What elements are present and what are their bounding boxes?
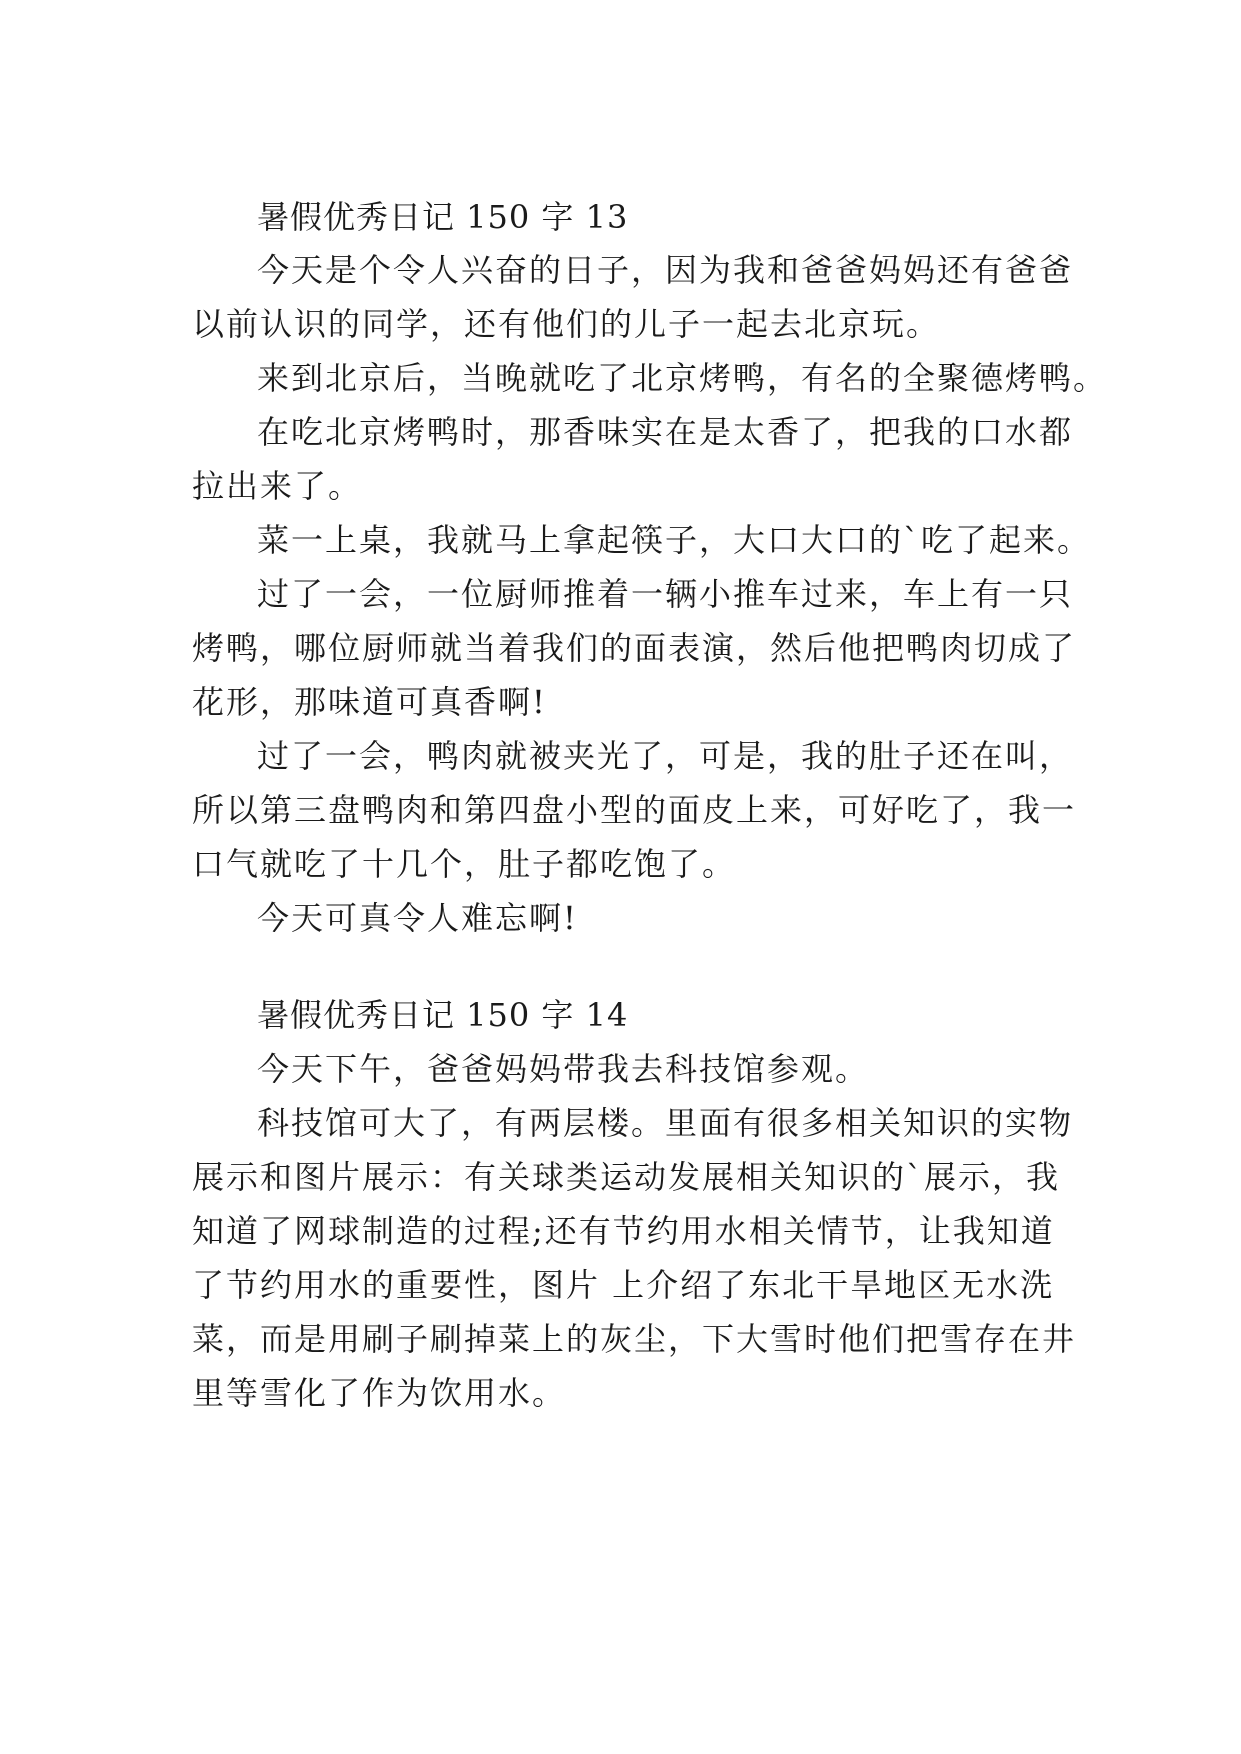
- entry-14-paragraph-1-line-1: 今天下午，爸爸妈妈带我去科技馆参观。: [257, 1050, 870, 1088]
- entry-13-paragraph-1-line-2: 以前认识的同学，还有他们的儿子一起去北京玩。: [192, 305, 941, 343]
- entry-14-paragraph-2-line-1: 科技馆可大了，有两层楼。里面有很多相关知识的实物: [257, 1104, 1074, 1142]
- entry-13-title: 暑假优秀日记 150 字 13: [257, 198, 629, 236]
- entry-14-paragraph-2-line-5: 菜，而是用刷子刷掉菜上的灰尘，下大雪时他们把雪存在井: [192, 1320, 1077, 1358]
- entry-13-paragraph-6-line-3: 口气就吃了十几个，肚子都吃饱了。: [192, 845, 737, 883]
- entry-13-paragraph-6-line-2: 所以第三盘鸭肉和第四盘小型的面皮上来，可好吃了，我一: [192, 791, 1077, 829]
- entry-13-paragraph-5-line-2: 烤鸭，哪位厨师就当着我们的面表演，然后他把鸭肉切成了: [192, 629, 1077, 667]
- entry-13-paragraph-3-line-2: 拉出来了。: [192, 467, 363, 505]
- entry-14-paragraph-2-line-4: 了节约用水的重要性，图片 上介绍了东北干旱地区无水洗: [192, 1266, 1055, 1304]
- entry-13-paragraph-6-line-1: 过了一会，鸭肉就被夹光了，可是，我的肚子还在叫，: [257, 737, 1074, 775]
- entry-14-paragraph-2-line-2: 展示和图片展示：有关球类运动发展相关知识的`展示，我: [192, 1158, 1061, 1196]
- entry-13-paragraph-5-line-3: 花形，那味道可真香啊!: [192, 683, 547, 721]
- entry-14-paragraph-2-line-6: 里等雪化了作为饮用水。: [192, 1374, 567, 1412]
- entry-13-paragraph-3-line-1: 在吃北京烤鸭时，那香味实在是太香了，把我的口水都: [257, 413, 1074, 451]
- entry-13-paragraph-2-line-1: 来到北京后，当晚就吃了北京烤鸭，有名的全聚德烤鸭。: [257, 359, 1108, 397]
- entry-13-paragraph-4-line-1: 菜一上桌，我就马上拿起筷子，大口大口的`吃了起来。: [257, 521, 1092, 559]
- entry-14-title: 暑假优秀日记 150 字 14: [257, 996, 629, 1034]
- entry-13-paragraph-1-line-1: 今天是个令人兴奋的日子，因为我和爸爸妈妈还有爸爸: [257, 251, 1074, 289]
- entry-13-paragraph-5-line-1: 过了一会，一位厨师推着一辆小推车过来，车上有一只: [257, 575, 1074, 613]
- entry-14-paragraph-2-line-3: 知道了网球制造的过程;还有节约用水相关情节，让我知道: [192, 1212, 1055, 1250]
- entry-13-paragraph-7-line-1: 今天可真令人难忘啊!: [257, 899, 578, 937]
